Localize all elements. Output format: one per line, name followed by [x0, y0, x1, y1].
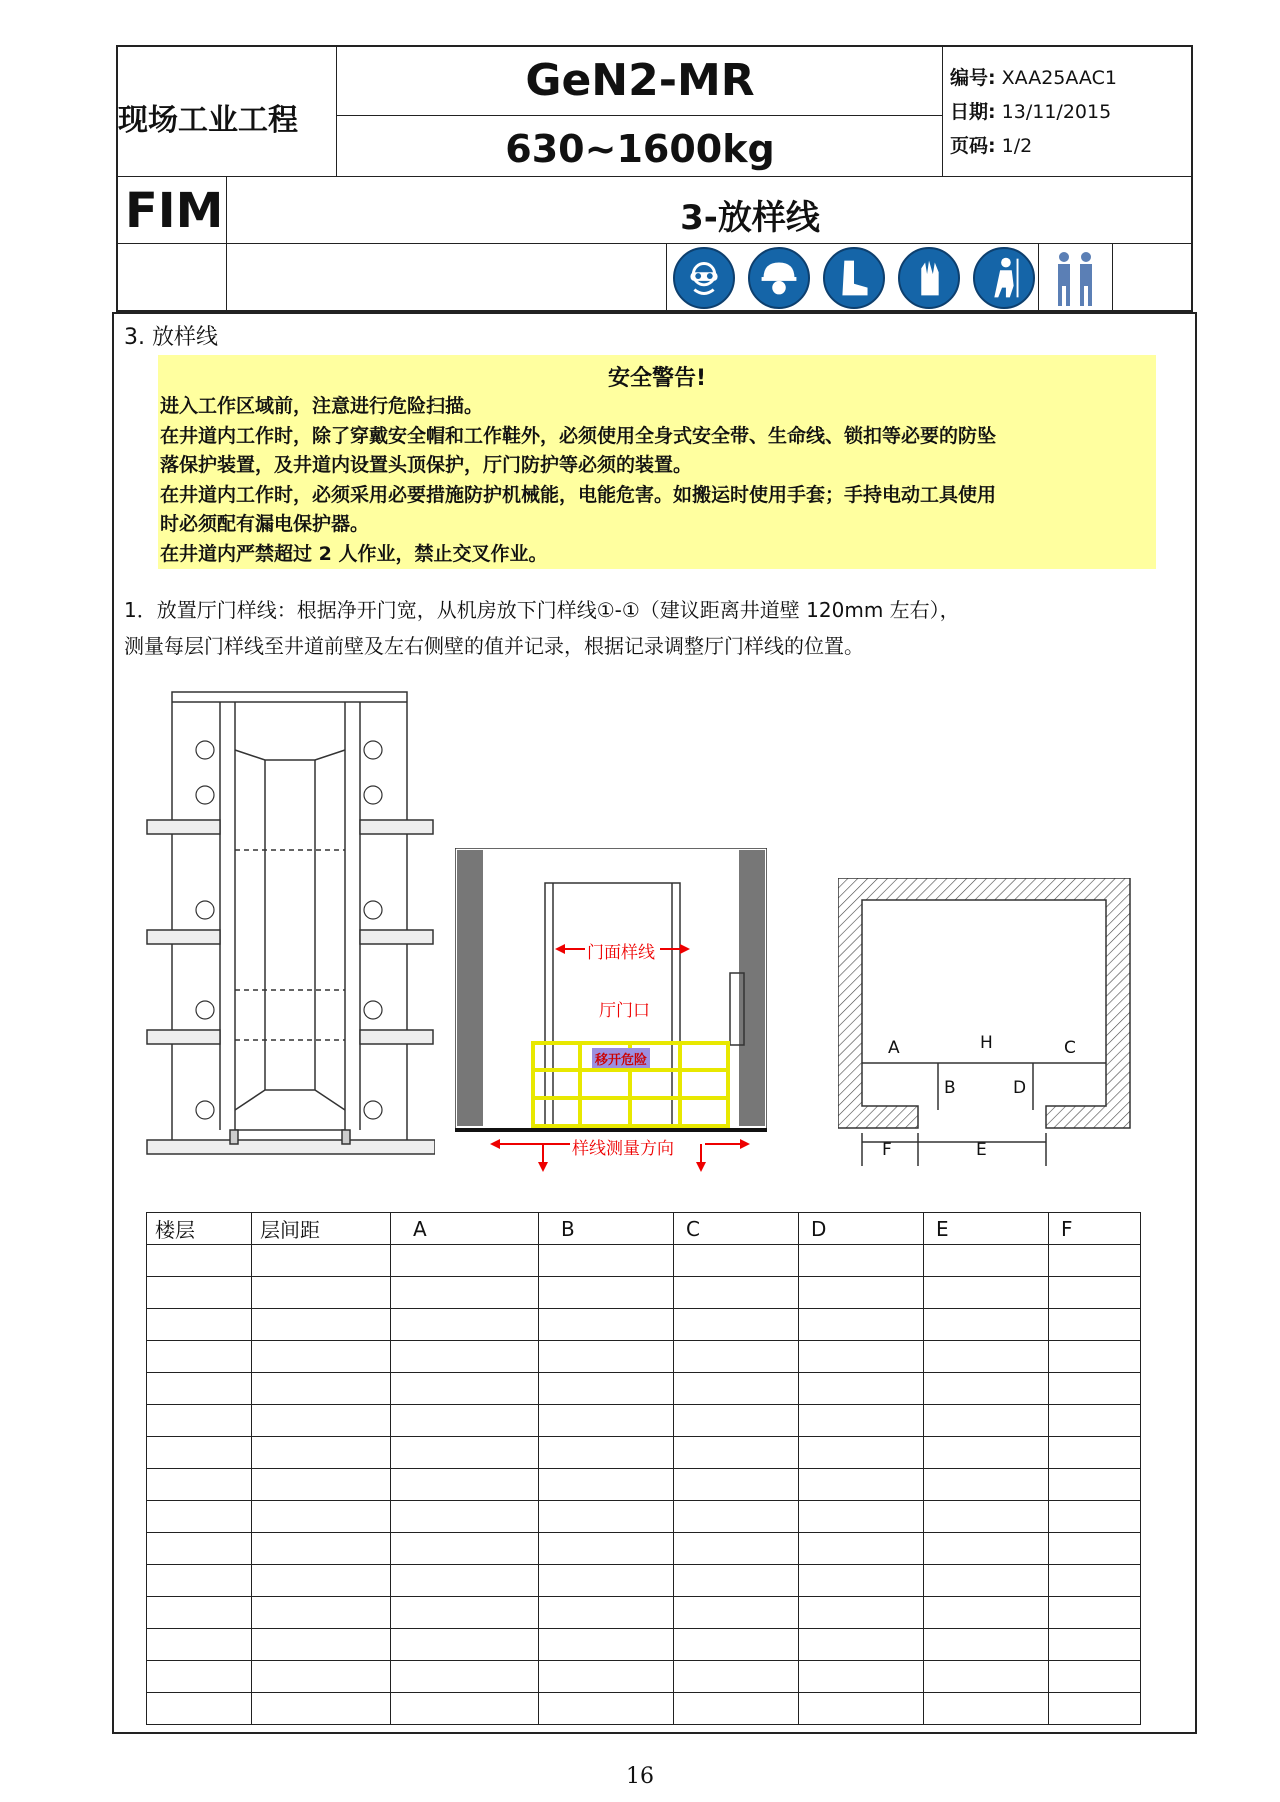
- warning-line: 进入工作区域前，注意进行危险扫描。: [160, 395, 484, 417]
- table-cell[interactable]: [252, 1277, 391, 1309]
- table-cell[interactable]: [799, 1629, 924, 1661]
- table-cell[interactable]: [252, 1469, 391, 1501]
- dim-label-e: E: [976, 1140, 987, 1160]
- table-cell[interactable]: [1049, 1405, 1141, 1437]
- table-cell[interactable]: [674, 1661, 799, 1693]
- warning-line: 落保护装置，及井道内设置头顶保护，厅门防护等必须的装置。: [160, 454, 693, 476]
- table-cell[interactable]: [799, 1309, 924, 1341]
- table-cell[interactable]: [674, 1373, 799, 1405]
- table-cell[interactable]: [147, 1277, 252, 1309]
- table-cell[interactable]: [147, 1309, 252, 1341]
- table-cell[interactable]: [391, 1437, 539, 1469]
- table-cell[interactable]: [539, 1277, 674, 1309]
- doc-code: FIM: [125, 183, 224, 239]
- table-cell[interactable]: [924, 1533, 1049, 1565]
- direction-label: 样线测量方向: [572, 1139, 674, 1159]
- divider: [666, 243, 667, 312]
- table-cell[interactable]: [799, 1437, 924, 1469]
- table-row: [147, 1661, 1141, 1693]
- table-cell[interactable]: [1049, 1629, 1141, 1661]
- dim-label-d: D: [1013, 1078, 1027, 1098]
- table-cell[interactable]: [1049, 1309, 1141, 1341]
- column-header: 楼层: [147, 1213, 252, 1245]
- divider: [942, 45, 943, 176]
- table-row: [147, 1405, 1141, 1437]
- table-cell[interactable]: [147, 1501, 252, 1533]
- table-cell[interactable]: [924, 1629, 1049, 1661]
- table-cell[interactable]: [147, 1565, 252, 1597]
- table-cell[interactable]: [252, 1693, 391, 1725]
- table-cell[interactable]: [1049, 1341, 1141, 1373]
- table-header-row: [147, 1213, 1141, 1245]
- table-cell[interactable]: [674, 1309, 799, 1341]
- table-cell[interactable]: [539, 1501, 674, 1533]
- table-cell[interactable]: [391, 1501, 539, 1533]
- table-row: [147, 1341, 1141, 1373]
- column-header: E: [924, 1213, 1049, 1245]
- table-cell[interactable]: [924, 1437, 1049, 1469]
- column-header: B: [539, 1213, 674, 1245]
- table-cell[interactable]: [799, 1565, 924, 1597]
- table-cell[interactable]: [391, 1277, 539, 1309]
- dim-label-c: C: [1064, 1038, 1076, 1058]
- table-cell[interactable]: [252, 1597, 391, 1629]
- warning-line: 在井道内工作时，除了穿戴安全帽和工作鞋外，必须使用全身式安全带、生命线、锁扣等必要的防坠: [160, 425, 997, 447]
- table-cell[interactable]: [539, 1245, 674, 1277]
- table-cell[interactable]: [147, 1437, 252, 1469]
- table-cell[interactable]: [539, 1597, 674, 1629]
- table-cell[interactable]: [799, 1245, 924, 1277]
- table-cell[interactable]: [1049, 1565, 1141, 1597]
- table-cell[interactable]: [924, 1309, 1049, 1341]
- divider: [1112, 243, 1113, 312]
- table-cell[interactable]: [391, 1629, 539, 1661]
- table-row: [147, 1277, 1141, 1309]
- doc-page: [950, 131, 1032, 158]
- table-cell[interactable]: [1049, 1661, 1141, 1693]
- table-cell[interactable]: [252, 1373, 391, 1405]
- table-cell[interactable]: [674, 1469, 799, 1501]
- danger-sign: 移开危险: [595, 1053, 648, 1068]
- table-cell[interactable]: [539, 1341, 674, 1373]
- warning-title: 安全警告!: [607, 366, 707, 391]
- table-cell[interactable]: [147, 1533, 252, 1565]
- table-cell[interactable]: [147, 1597, 252, 1629]
- safety-boots-icon: [823, 247, 885, 309]
- divider: [116, 176, 1193, 177]
- table-cell[interactable]: [674, 1341, 799, 1373]
- column-header: C: [674, 1213, 799, 1245]
- table-cell[interactable]: [252, 1341, 391, 1373]
- table-cell[interactable]: [147, 1661, 252, 1693]
- table-cell[interactable]: [1049, 1469, 1141, 1501]
- table-cell[interactable]: [252, 1661, 391, 1693]
- helmet-icon: [748, 247, 810, 309]
- table-cell[interactable]: [924, 1693, 1049, 1725]
- table-cell[interactable]: [674, 1437, 799, 1469]
- table-cell[interactable]: [799, 1533, 924, 1565]
- model-title: GeN2-MR: [525, 55, 755, 106]
- column-header: A: [391, 1213, 539, 1245]
- table-cell[interactable]: [539, 1437, 674, 1469]
- table-cell[interactable]: [674, 1277, 799, 1309]
- table-cell[interactable]: [539, 1469, 674, 1501]
- table-cell[interactable]: [799, 1693, 924, 1725]
- doc-date-label: 日期:: [950, 101, 996, 123]
- table-cell[interactable]: [147, 1629, 252, 1661]
- divider: [336, 115, 942, 116]
- table-cell[interactable]: [674, 1693, 799, 1725]
- divider: [226, 176, 227, 312]
- column-header: F: [1049, 1213, 1141, 1245]
- divider: [1038, 243, 1039, 312]
- table-cell[interactable]: [147, 1341, 252, 1373]
- table-cell[interactable]: [252, 1565, 391, 1597]
- table-cell[interactable]: [924, 1597, 1049, 1629]
- table-cell[interactable]: [391, 1341, 539, 1373]
- table-cell[interactable]: [147, 1693, 252, 1725]
- table-cell[interactable]: [1049, 1533, 1141, 1565]
- doc-title: 3-放样线: [680, 198, 820, 238]
- table-row: [147, 1597, 1141, 1629]
- table-cell[interactable]: [147, 1405, 252, 1437]
- doc-number-value: XAA25AAC1: [1001, 67, 1117, 89]
- table-body: [147, 1245, 1141, 1725]
- doc-number-label: 编号:: [950, 67, 996, 89]
- table-cell[interactable]: [674, 1565, 799, 1597]
- dim-label-b: B: [944, 1078, 956, 1098]
- table-cell[interactable]: [391, 1533, 539, 1565]
- table-cell[interactable]: [1049, 1245, 1141, 1277]
- measurement-table: [146, 1212, 1141, 1725]
- table-cell[interactable]: [799, 1373, 924, 1405]
- doc-date: [950, 97, 1111, 124]
- column-header: D: [799, 1213, 924, 1245]
- landing-door-figure: [455, 848, 767, 1173]
- instruction-line: 1．放置厅门样线：根据净开门宽，从机房放下门样线①-①（建议距离井道壁 120mm 左右），: [124, 598, 960, 622]
- dim-label-a: A: [888, 1038, 900, 1058]
- table-cell[interactable]: [924, 1661, 1049, 1693]
- table-cell[interactable]: [252, 1245, 391, 1277]
- table-cell[interactable]: [799, 1597, 924, 1629]
- doc-page-label: 页码:: [950, 135, 996, 157]
- table-row: [147, 1501, 1141, 1533]
- table-cell[interactable]: [252, 1501, 391, 1533]
- two-workers-icon: [1046, 249, 1104, 309]
- table-row: [147, 1373, 1141, 1405]
- table-cell[interactable]: [147, 1245, 252, 1277]
- table-cell[interactable]: [539, 1533, 674, 1565]
- table-cell[interactable]: [391, 1405, 539, 1437]
- doc-page-value: 1/2: [1001, 135, 1033, 157]
- table-cell[interactable]: [539, 1309, 674, 1341]
- table-cell[interactable]: [391, 1661, 539, 1693]
- table-cell[interactable]: [674, 1533, 799, 1565]
- landing-label: 厅门口: [599, 1001, 650, 1021]
- table-cell[interactable]: [539, 1693, 674, 1725]
- table-cell[interactable]: [391, 1565, 539, 1597]
- hoistway-plan-figure: [838, 878, 1138, 1173]
- door-line-label: 门面样线: [587, 943, 655, 963]
- table-cell[interactable]: [252, 1405, 391, 1437]
- table-cell[interactable]: [924, 1501, 1049, 1533]
- table-cell[interactable]: [924, 1277, 1049, 1309]
- doc-number: [950, 63, 1117, 90]
- dim-label-h: H: [980, 1033, 993, 1053]
- table-cell[interactable]: [391, 1245, 539, 1277]
- table-cell[interactable]: [799, 1661, 924, 1693]
- safety-warning-box: [158, 355, 1156, 569]
- table-cell[interactable]: [674, 1405, 799, 1437]
- table-cell[interactable]: [391, 1693, 539, 1725]
- table-row: [147, 1437, 1141, 1469]
- goggles-icon: [673, 247, 735, 309]
- table-cell[interactable]: [539, 1565, 674, 1597]
- table-cell[interactable]: [674, 1597, 799, 1629]
- table-cell[interactable]: [147, 1373, 252, 1405]
- table-cell[interactable]: [924, 1245, 1049, 1277]
- table-cell[interactable]: [799, 1277, 924, 1309]
- harness-icon: [973, 247, 1035, 309]
- page-number: 16: [626, 1764, 654, 1789]
- department-label: 现场工业工程: [118, 103, 298, 138]
- table-cell[interactable]: [924, 1469, 1049, 1501]
- table-cell[interactable]: [252, 1533, 391, 1565]
- table-cell[interactable]: [674, 1245, 799, 1277]
- warning-line: 在井道内严禁超过 2 人作业，禁止交叉作业。: [160, 543, 548, 565]
- table-cell[interactable]: [391, 1597, 539, 1629]
- table-cell[interactable]: [1049, 1501, 1141, 1533]
- table-row: [147, 1533, 1141, 1565]
- table-cell[interactable]: [1049, 1597, 1141, 1629]
- table-cell[interactable]: [539, 1629, 674, 1661]
- doc-date-value: 13/11/2015: [1001, 101, 1112, 123]
- table-row: [147, 1565, 1141, 1597]
- table-cell[interactable]: [674, 1629, 799, 1661]
- table-row: [147, 1469, 1141, 1501]
- table-row: [147, 1693, 1141, 1725]
- table-cell[interactable]: [1049, 1437, 1141, 1469]
- divider: [116, 243, 1193, 244]
- capacity-title: 630~1600kg: [505, 127, 775, 171]
- table-cell[interactable]: [252, 1437, 391, 1469]
- table-cell[interactable]: [539, 1373, 674, 1405]
- table-cell[interactable]: [1049, 1277, 1141, 1309]
- table-cell[interactable]: [252, 1309, 391, 1341]
- table-cell[interactable]: [674, 1501, 799, 1533]
- table-cell[interactable]: [539, 1405, 674, 1437]
- table-cell[interactable]: [252, 1629, 391, 1661]
- table-cell[interactable]: [391, 1309, 539, 1341]
- table-cell[interactable]: [1049, 1693, 1141, 1725]
- table-row: [147, 1629, 1141, 1661]
- table-cell[interactable]: [924, 1373, 1049, 1405]
- table-cell[interactable]: [1049, 1373, 1141, 1405]
- table-cell[interactable]: [924, 1341, 1049, 1373]
- warning-line: 时必须配有漏电保护器。: [160, 513, 370, 535]
- table-cell[interactable]: [799, 1501, 924, 1533]
- table-row: [147, 1245, 1141, 1277]
- table-cell[interactable]: [924, 1405, 1049, 1437]
- table-cell[interactable]: [799, 1405, 924, 1437]
- column-header: 层间距: [252, 1213, 391, 1245]
- table-cell[interactable]: [147, 1469, 252, 1501]
- table-cell[interactable]: [924, 1565, 1049, 1597]
- table-cell[interactable]: [799, 1341, 924, 1373]
- divider: [336, 45, 337, 176]
- table-row: [147, 1309, 1141, 1341]
- table-cell[interactable]: [539, 1661, 674, 1693]
- instruction-line: 测量每层门样线至井道前壁及左右侧壁的值并记录，根据记录调整厅门样线的位置。: [124, 634, 864, 658]
- dim-label-f: F: [882, 1140, 892, 1160]
- section-heading: 3. 放样线: [124, 325, 218, 350]
- table-cell[interactable]: [391, 1469, 539, 1501]
- warning-line: 在井道内工作时，必须采用必要措施防护机械能，电能危害。如搬运时使用手套；手持电动工具使用: [160, 484, 997, 506]
- gloves-icon: [898, 247, 960, 309]
- hoistway-elevation-figure: [145, 690, 435, 1170]
- table-cell[interactable]: [391, 1373, 539, 1405]
- table-cell[interactable]: [799, 1469, 924, 1501]
